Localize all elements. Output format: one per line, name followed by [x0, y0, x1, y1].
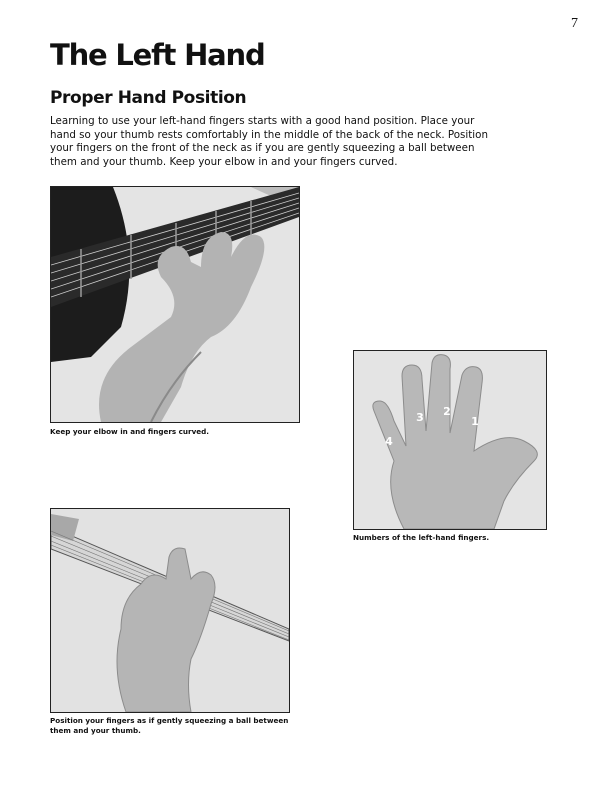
- left-hand-finger-numbers-illustration: [354, 351, 546, 529]
- finger-label-1: 1: [471, 415, 479, 428]
- elbow-photo-caption: Keep your elbow in and fingers curved.: [50, 427, 210, 436]
- elbow-position-illustration: [51, 187, 299, 422]
- squeeze-photo-caption: Position your fingers as if gently squeezing a ball between them and your thumb.: [50, 716, 289, 735]
- finger-numbers-photo: [353, 350, 547, 530]
- finger-label-2: 2: [443, 405, 451, 418]
- page-number: 7: [571, 16, 578, 31]
- finger-label-4: 4: [385, 435, 393, 448]
- section-heading: Proper Hand Position: [50, 88, 247, 108]
- intro-paragraph: Learning to use your left-hand fingers starts with a good hand position. Place your hand so your thumb rests comfortably in the middle of the back of the neck. Position your fingers on the front of the neck as if you are gently squeezing a ball between them and your thumb. Keep your elbow in and your fingers curved.: [50, 115, 488, 168]
- page-title: The Left Hand: [50, 38, 265, 72]
- elbow-position-photo: [50, 186, 300, 423]
- finger-label-3: 3: [416, 411, 424, 424]
- squeeze-position-photo: [50, 508, 290, 713]
- finger-numbers-caption: Numbers of the left-hand fingers.: [353, 533, 490, 542]
- squeeze-position-illustration: [51, 509, 289, 712]
